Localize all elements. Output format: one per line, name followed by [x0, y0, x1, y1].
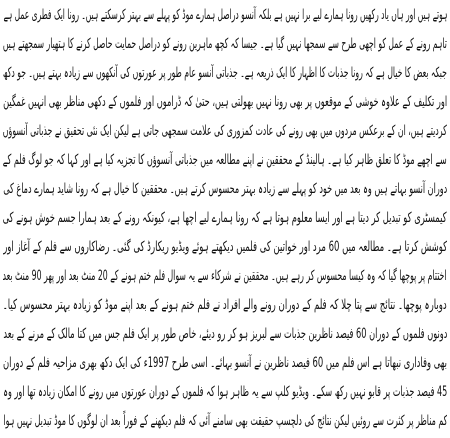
text-line — [3, 145, 447, 174]
text-line — [3, 232, 447, 261]
text-line — [3, 116, 447, 145]
text-line-content: دونوں فلموں کے دوران 60 فیصد ناظرین جذبات سے لبریز ہو کر رو دیئے، خاص طور پر ایک فلم جس میں کتا مالک کے مرنے کے بعد — [3, 326, 447, 342]
text-line — [3, 261, 447, 290]
text-line-content: ہوتے ہیں اور ہاں یاد رکھیں رونا ہمارے لیے برا نہیں ہے بلکہ آنسو دراصل ہمارے موڈ کو پہلے سے بہتر کرسکتے ہیں۔ رونا ایک فطری عمل ہے — [3, 7, 447, 23]
text-line — [3, 319, 447, 348]
text-line — [3, 87, 447, 116]
text-line — [3, 348, 447, 377]
text-line-content: جبکہ بعض کا خیال ہے کہ رونا جذبات کا اظہار کا ایک ذریعہ ہے۔ جذباتی آنسو عام طور پر عورتوں کی آنکھوں سے زیادہ بہتے ہیں۔ جو دکھ — [3, 65, 447, 81]
text-line — [3, 203, 447, 232]
text-line-content: سے اچھے موڈ کا تعلق ظاہر کیا ہے۔ ہالینڈ کے محققین نے اپنے مطالعہ میں جذباتی آنسوؤں کا تجزیہ کیا ہے اور کہا کہ جو لوگ فلم کے — [3, 152, 447, 168]
text-line-content: دوبارہ پوچھا۔ نتائج سے پتا چلا کہ فلم کے دوران رونے والے افراد نے فلم ختم ہونے کے بعد اپنے موڈ کو زیادہ بہتر محسوس کیا۔ — [3, 297, 447, 313]
text-line-content: کوشش کرتا ہے۔ مطالعہ میں 60 مرد اور خواتین کی فلمیں دیکھتے ہوئے ویڈیو ریکارڈ کی گئی۔ رضاکاروں سے فلم کے آغاز اور — [3, 239, 447, 255]
text-line-content: کم مناظر پر کثرت سے روئیں لیکن نتائج کی دلچسپ حقیقت بھی سامنے آئی کہ فلم دیکھنے کے فوراً بعد ان لوگوں کا موڈ تبدیل نہیں ہوا — [3, 413, 447, 429]
text-line-content: 45 فیصد جذبات پر قابو نہیں رکھ سکے۔ ویڈیو کلپ سے یہ ظاہر ہوا کہ فلموں کے دوران عورتوں میں رونے کا امکان زیادہ تھا اور وہ — [3, 384, 447, 400]
text-line-content: اور تکلیف کے علاوہ خوشی کے موقعوں پر بھی رونا نہیں بھولتی ہیں، حتیٰ کہ ڈراموں اور فلموں کے دکھی مناظر بھی انہیں غمگین — [3, 94, 447, 110]
text-line-content: کیمسٹری کو تبدیل کر دیتا ہے اور ایسا معلوم ہوتا ہے کہ رونا ہمارے لیے اچھا ہے، کیونکہ رونے کے بعد ہمارا جسم خوش ہونے کی — [3, 210, 447, 226]
text-line — [3, 29, 447, 58]
article-body — [3, 0, 447, 438]
text-line — [3, 290, 447, 319]
text-line-content: تاہم رونے کے عمل کو اچھی طرح سے سمجھا نہیں گیا ہے۔ جیسا کہ کچھ ماہرین رونے کو دراصل حمایت حاصل کرنے کا ہتھیار سمجھتے ہیں — [3, 36, 447, 52]
text-line — [3, 58, 447, 87]
text-line — [3, 406, 447, 435]
text-line — [3, 0, 447, 29]
text-line-content: دوران آنسو بہاتے ہیں وہ بعد میں خود کو پہلے سے زیادہ بہتر محسوس کرتے ہیں۔ محققین کا خیال ہے کہ رونا شاید ہمارے دماغ کی — [3, 181, 447, 197]
text-line-content: بھی وفاداری نبھاتا ہے اس فلم میں 60 فیصد ناظرین نے آنسو بہائے۔ اسی طرح 1997ء کی ایک دکھ بھری مزاحیہ فلم کے دوران — [3, 355, 447, 371]
text-line-content: کردیتے ہیں، ان کے برعکس مردوں میں بھی رونے کی عادت کمزوری کی علامت سمجھی جاتی ہے لیکن ایک نئی تحقیق نے جذباتی آنسوؤں — [3, 123, 447, 139]
text-line — [3, 377, 447, 406]
text-line — [3, 174, 447, 203]
text-line-content: اختتام پر پوچھا گیا کہ وہ کیسا محسوس کر رہے ہیں۔ محققین نے شرکاء سے یہ سوال فلم ختم ہونے کے 20 منٹ بعد اور پھر 90 منٹ بعد — [3, 268, 447, 284]
